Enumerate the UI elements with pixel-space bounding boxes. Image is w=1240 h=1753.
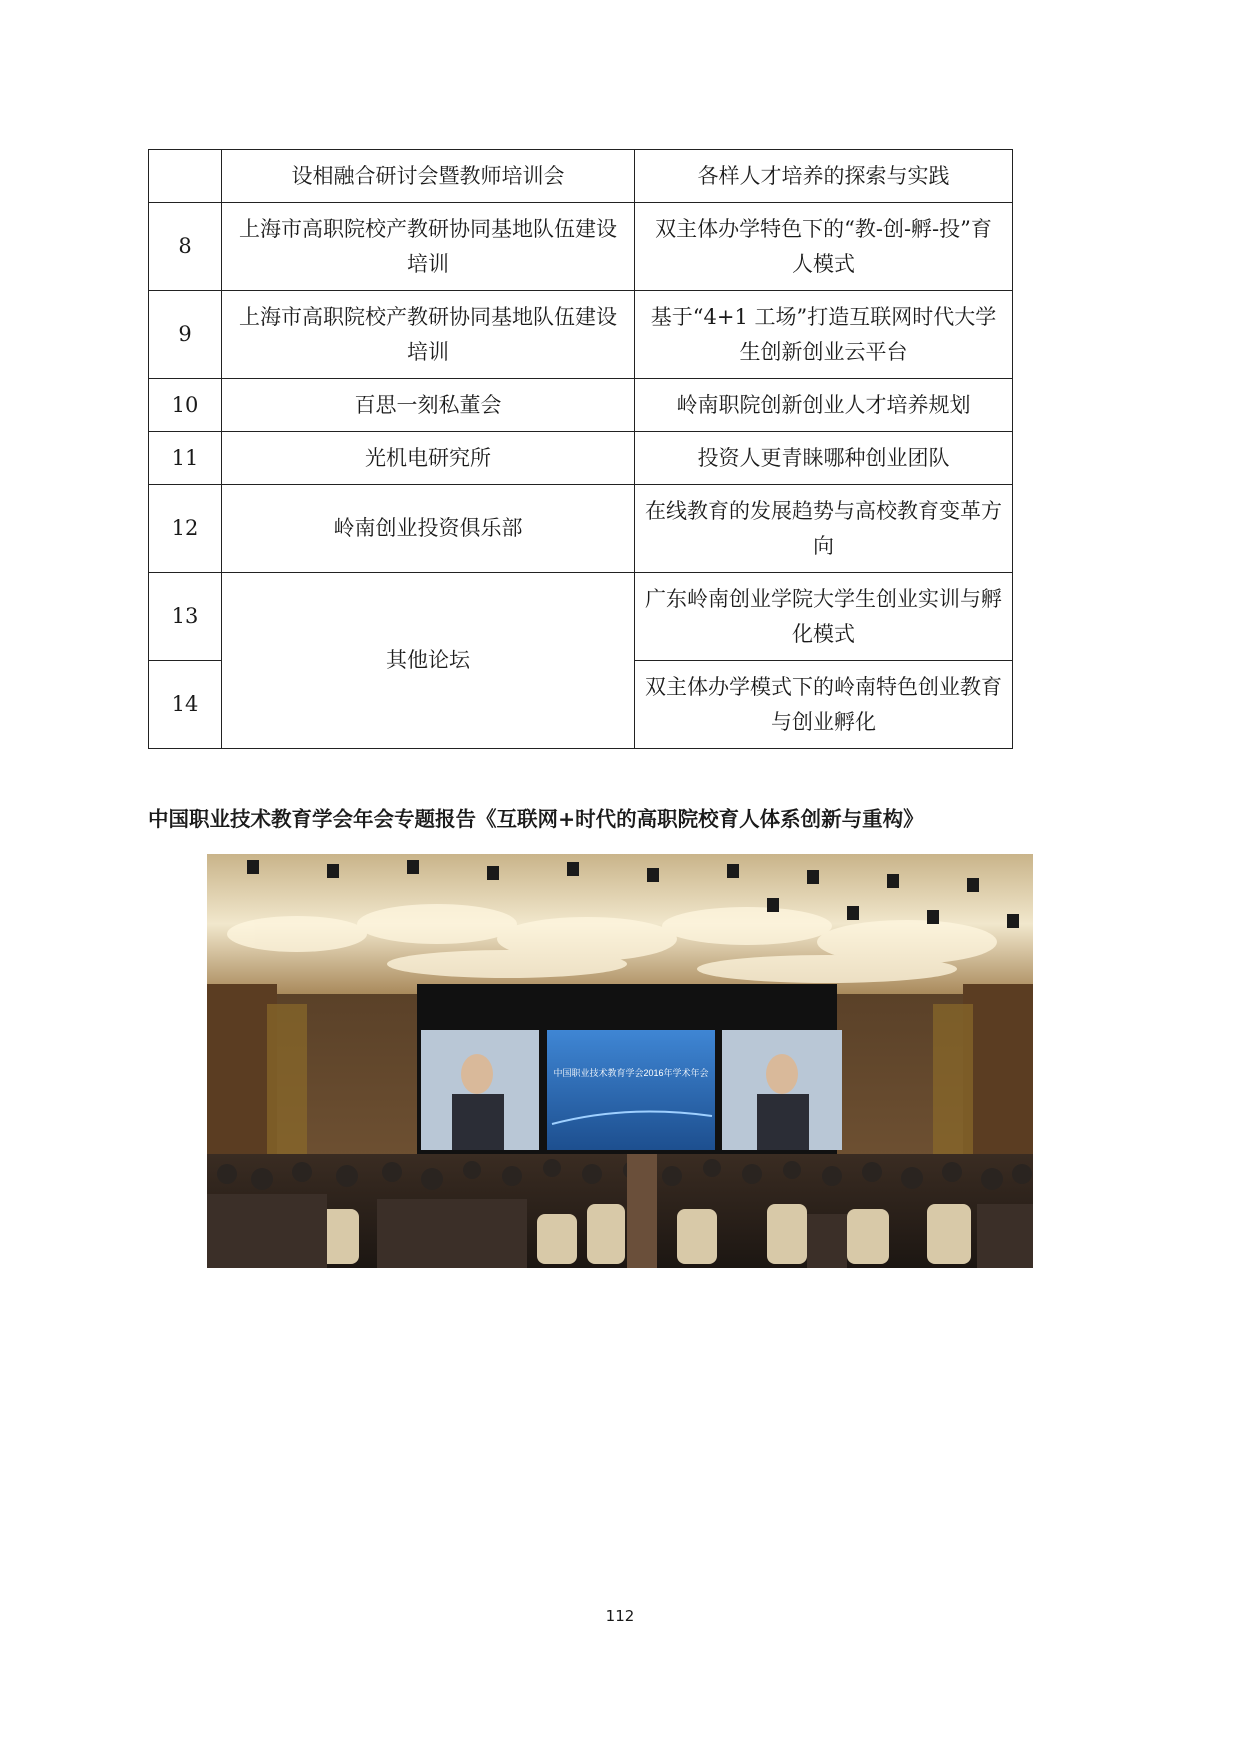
row-number: 8 [149, 203, 222, 291]
event-name: 上海市高职院校产教研协同基地队伍建设培训 [222, 291, 635, 379]
report-topic: 岭南职院创新创业人才培养规划 [635, 379, 1013, 432]
row-number: 11 [149, 432, 222, 485]
table-row [149, 203, 1013, 291]
event-name: 其他论坛 [222, 573, 635, 749]
event-name: 岭南创业投资俱乐部 [222, 485, 635, 573]
table-row [149, 573, 1013, 661]
event-name: 光机电研究所 [222, 432, 635, 485]
forum-table [148, 149, 1013, 749]
table-row [149, 485, 1013, 573]
event-name: 设相融合研讨会暨教师培训会 [222, 150, 635, 203]
report-topic: 投资人更青睐哪种创业团队 [635, 432, 1013, 485]
row-number: 9 [149, 291, 222, 379]
row-number [149, 150, 222, 203]
report-topic: 在线教育的发展趋势与高校教育变革方向 [635, 485, 1013, 573]
table-row [149, 150, 1013, 203]
report-topic: 基于“4+1 工场”打造互联网时代大学生创新创业云平台 [635, 291, 1013, 379]
row-number: 10 [149, 379, 222, 432]
conference-photo [207, 854, 1033, 1268]
table-row [149, 291, 1013, 379]
page-number: 112 [605, 1607, 635, 1625]
table-row [149, 432, 1013, 485]
row-number: 14 [149, 661, 222, 749]
report-topic: 双主体办学模式下的岭南特色创业教育与创业孵化 [635, 661, 1013, 749]
row-number: 13 [149, 573, 222, 661]
event-name: 百思一刻私董会 [222, 379, 635, 432]
report-topic: 双主体办学特色下的“教-创-孵-投”育人模式 [635, 203, 1013, 291]
report-topic: 广东岭南创业学院大学生创业实训与孵化模式 [635, 573, 1013, 661]
photo-caption: 中国职业技术教育学会年会专题报告《互联网+时代的高职院校育人体系创新与重构》 [148, 807, 924, 831]
event-name: 上海市高职院校产教研协同基地队伍建设培训 [222, 203, 635, 291]
report-topic: 各样人才培养的探索与实践 [635, 150, 1013, 203]
row-number: 12 [149, 485, 222, 573]
screen-title: 中国职业技术教育学会2016年学术年会 [553, 1068, 709, 1078]
table-row [149, 379, 1013, 432]
